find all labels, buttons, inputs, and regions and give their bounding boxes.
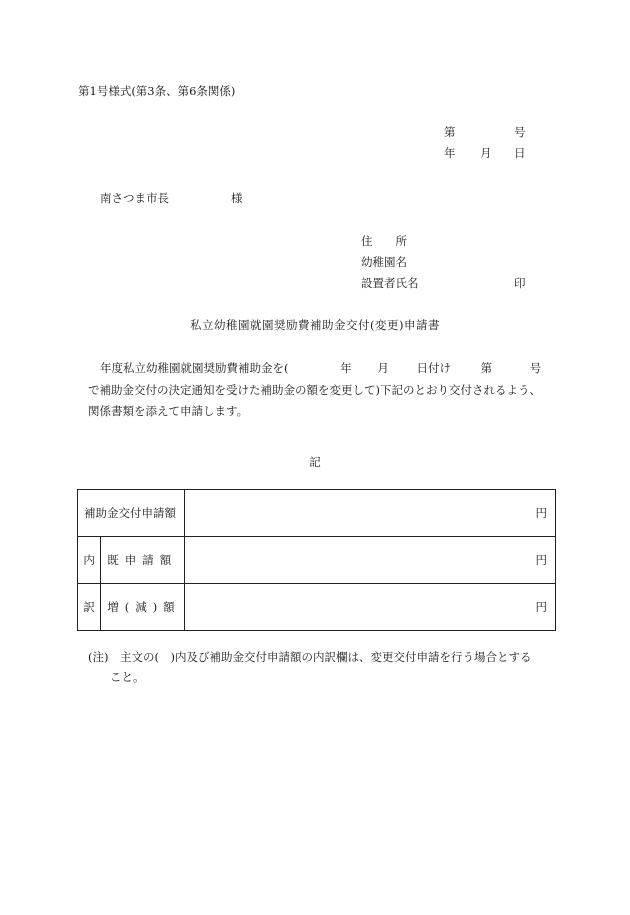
body-line-1-year: 年: [340, 361, 352, 375]
body-line-1-dai: 第: [480, 361, 493, 375]
note-line-1: (注) 主文の( )内及び補助金交付申請額の内訳欄は、変更交付申請を行う場合とする: [88, 650, 532, 664]
kindergarten-label: 幼稚園名: [361, 255, 407, 269]
number-dai: 第: [444, 125, 456, 139]
body-line-1-text: 年度私立幼稚園就園奨励費補助金を(: [100, 361, 289, 375]
body-line-1-go: 号: [529, 361, 542, 375]
amount-table: [77, 489, 556, 631]
note-line-2: こと。: [110, 670, 145, 684]
body-line-1: [88, 363, 541, 375]
body-line-1-dated: 日付け: [416, 361, 451, 375]
seal-mark: 印: [514, 276, 526, 290]
change-label: 増(減)額: [101, 584, 185, 631]
ki-heading: 記: [309, 455, 321, 469]
founder-label: 設置者氏名: [361, 276, 419, 290]
form-number: 第1号様式(第3条、第6条関係): [78, 84, 236, 98]
request-value: 円: [185, 490, 556, 537]
address-label: 住 所: [361, 234, 407, 248]
date-month: 月: [480, 146, 492, 160]
date-year: 年: [444, 146, 456, 160]
date-day: 日: [514, 146, 526, 160]
existing-label: 既申請額: [101, 537, 185, 584]
change-value: 円: [185, 584, 556, 631]
document-title: 私立幼稚園就園奨励費補助金交付(変更)申請書: [190, 318, 440, 332]
number-go: 号: [514, 125, 526, 139]
breakdown-bottom: 訳: [78, 584, 101, 631]
table-row: [78, 584, 556, 631]
table-row: [78, 490, 556, 537]
existing-value: 円: [185, 537, 556, 584]
addressee-name: 南さつま市長: [100, 191, 169, 205]
body-line-1-month: 月: [377, 361, 389, 375]
table-row: [78, 537, 556, 584]
body-line-2: で補助金交付の決定通知を受けた補助金の額を変更して)下記のとおり交付されるよう、: [88, 383, 541, 397]
addressee-sama: 様: [231, 191, 243, 205]
body-line-3: 関係書類を添えて申請します。: [88, 404, 249, 418]
breakdown-top: 内: [78, 537, 101, 584]
request-label: 補助金交付申請額: [78, 490, 185, 537]
